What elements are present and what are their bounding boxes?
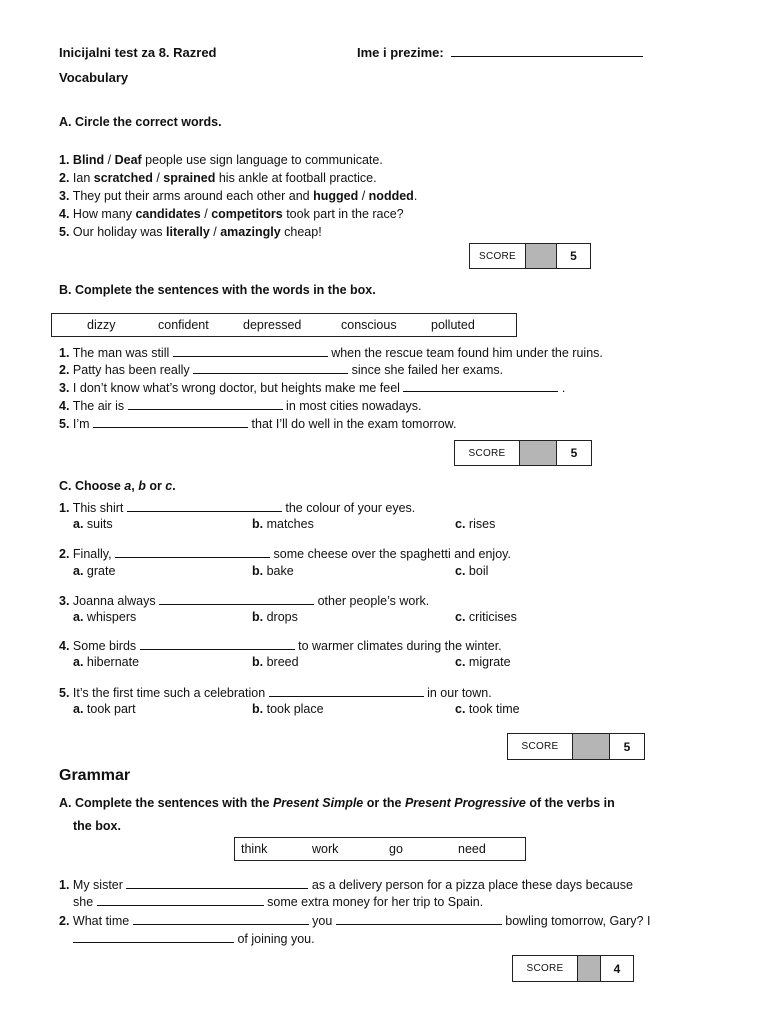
vocab-b-item-3: [59, 381, 565, 395]
option-a[interactable]: [73, 610, 136, 624]
answer-blank[interactable]: [193, 363, 348, 374]
option-a[interactable]: [73, 517, 113, 531]
option-text: suits: [86, 517, 113, 531]
score-entry[interactable]: [573, 734, 610, 759]
sentence-text: How many: [72, 207, 136, 221]
item-number: 2.: [59, 547, 70, 561]
option-text: took place: [266, 702, 324, 716]
sentence-text: I don’t know what’s wrong doctor, but heights make me feel: [72, 381, 404, 395]
score-points: 5: [570, 446, 578, 460]
word-box-item: confident: [158, 318, 209, 332]
item-number: 3.: [59, 381, 70, 395]
word-box-item: need: [458, 842, 486, 856]
sentence-text: in our town.: [423, 686, 492, 700]
answer-blank[interactable]: [403, 381, 558, 392]
heading-text: or: [145, 479, 166, 493]
heading-text: of the verbs in: [525, 796, 615, 810]
sentence-text: The air is: [72, 399, 128, 413]
vocab-b-item-2: [59, 363, 503, 377]
item-number: 5.: [59, 417, 70, 431]
choice-word: competitors: [211, 207, 283, 221]
answer-blank[interactable]: [336, 914, 502, 925]
option-text: boil: [468, 564, 489, 578]
vocab-b-heading: B. Complete the sentences with the words in the box.: [59, 283, 376, 297]
choice-word: sprained: [163, 171, 216, 185]
option-letter: b.: [252, 655, 264, 669]
name-label: [357, 45, 643, 60]
sentence-text: Ian: [72, 171, 94, 185]
heading-text: or the: [363, 796, 405, 810]
section-vocabulary: Vocabulary: [59, 70, 129, 85]
answer-blank[interactable]: [159, 594, 314, 605]
score-box-vocab-a: [469, 243, 591, 269]
item-number: 5.: [59, 225, 70, 239]
vocab-c-item-4: [59, 639, 502, 653]
item-number: 4.: [59, 639, 70, 653]
option-letter: b.: [252, 610, 264, 624]
sentence-text: Patty has been really: [72, 363, 194, 377]
word-box-item: dizzy: [87, 318, 116, 332]
option-letter: a.: [73, 655, 84, 669]
option-b[interactable]: [252, 517, 314, 531]
option-c[interactable]: [455, 564, 488, 578]
heading-option: c: [165, 479, 173, 493]
option-text: migrate: [468, 655, 511, 669]
vocab-a-heading: A. Circle the correct words.: [59, 115, 222, 129]
sentence-text: took part in the race?: [282, 207, 404, 221]
sentence-text: Our holiday was: [72, 225, 167, 239]
name-line: [451, 46, 643, 57]
sentence-text: since she failed her exams.: [348, 363, 504, 377]
answer-blank[interactable]: [115, 547, 270, 558]
option-text: drops: [266, 610, 298, 624]
sentence-text: .: [558, 381, 566, 395]
grammar-item-1-line2: [73, 895, 483, 909]
separator: /: [358, 189, 369, 203]
vocab-b-item-5: [59, 417, 457, 431]
grammar-item-1: [59, 878, 633, 892]
vocab-c-item-2: [59, 547, 511, 561]
answer-blank[interactable]: [127, 501, 282, 512]
sentence-text: .: [413, 189, 418, 203]
separator: /: [209, 225, 221, 239]
grammar-a-heading-line2: the box.: [73, 819, 121, 833]
heading-text: ,: [131, 479, 139, 493]
heading-tense: Present Progressive: [404, 796, 526, 810]
option-text: took part: [86, 702, 136, 716]
sentence-text: I’m: [72, 417, 94, 431]
option-letter: c.: [455, 655, 466, 669]
item-number: 3.: [59, 594, 70, 608]
heading-option: a: [124, 479, 132, 493]
choice-word: candidates: [135, 207, 201, 221]
choice-word: scratched: [93, 171, 153, 185]
grammar-item-2-line2: [73, 932, 315, 946]
option-letter: a.: [73, 702, 84, 716]
word-box-item: go: [389, 842, 403, 856]
sentence-text: in most cities nowadays.: [282, 399, 422, 413]
sentence-text: she: [73, 895, 97, 909]
score-box-vocab-c: [507, 733, 645, 760]
sentence-text: as a delivery person for a pizza place these days because: [308, 878, 633, 892]
option-a[interactable]: [73, 564, 115, 578]
option-a[interactable]: [73, 655, 139, 669]
sentence-text: Some birds: [72, 639, 140, 653]
answer-blank[interactable]: [73, 932, 234, 943]
vocab-c-heading: [59, 479, 176, 493]
option-text: criticises: [468, 610, 517, 624]
name-label-text: Ime i prezime:: [357, 45, 444, 60]
option-c[interactable]: [455, 517, 495, 531]
choice-word: hugged: [313, 189, 359, 203]
option-text: grate: [86, 564, 116, 578]
option-text: matches: [266, 517, 314, 531]
vocab-b-item-4: [59, 399, 422, 413]
vocab-c-item-5: [59, 686, 492, 700]
vocab-a-item-4: [59, 207, 404, 221]
score-entry[interactable]: [578, 956, 601, 981]
word-box-item: conscious: [341, 318, 397, 332]
heading-option: b: [138, 479, 146, 493]
vocab-a-item-2: [59, 171, 377, 185]
score-entry[interactable]: [520, 441, 557, 465]
sentence-text: some cheese over the spaghetti and enjoy.: [270, 547, 511, 561]
item-number: 1.: [59, 346, 70, 360]
item-number: 2.: [59, 363, 70, 377]
item-number: 1.: [59, 153, 70, 167]
option-text: bake: [266, 564, 294, 578]
item-number: 1.: [59, 878, 70, 892]
item-number: 2.: [59, 914, 70, 928]
item-number: 4.: [59, 399, 70, 413]
vocab-c-item-1: [59, 501, 415, 515]
answer-blank[interactable]: [173, 346, 328, 357]
option-letter: c.: [455, 564, 466, 578]
score-label: SCORE: [455, 441, 520, 465]
heading-text: A. Complete the sentences with the: [59, 796, 273, 810]
word-box-item: work: [312, 842, 339, 856]
vocab-b-item-1: [59, 346, 603, 360]
sentence-text: that I’ll do well in the exam tomorrow.: [248, 417, 457, 431]
option-c[interactable]: [455, 702, 520, 716]
item-number: 3.: [59, 189, 70, 203]
option-text: rises: [468, 517, 496, 531]
option-a[interactable]: [73, 702, 136, 716]
score-points: 5: [570, 249, 577, 263]
option-letter: a.: [73, 564, 84, 578]
option-letter: b.: [252, 564, 264, 578]
vocab-c-item-3: [59, 594, 429, 608]
answer-blank[interactable]: [128, 399, 283, 410]
sentence-text: some extra money for her trip to Spain.: [263, 895, 484, 909]
sentence-text: when the rescue team found him under the ruins.: [327, 346, 603, 360]
answer-blank[interactable]: [140, 639, 295, 650]
choice-word: nodded: [368, 189, 414, 203]
vocab-a-item-3: [59, 189, 417, 203]
answer-blank[interactable]: [97, 895, 264, 906]
option-text: hibernate: [86, 655, 140, 669]
option-letter: c.: [455, 610, 466, 624]
item-number: 4.: [59, 207, 70, 221]
choice-word: literally: [166, 225, 210, 239]
sentence-text: bowling tomorrow, Gary? I: [501, 914, 651, 928]
option-text: took time: [468, 702, 520, 716]
option-letter: a.: [73, 610, 84, 624]
score-points: 4: [613, 961, 621, 976]
answer-blank[interactable]: [133, 914, 309, 925]
grammar-item-2: [59, 914, 650, 928]
item-number: 1.: [59, 501, 70, 515]
option-text: breed: [266, 655, 299, 669]
score-box-vocab-b: [454, 440, 592, 466]
heading-text: C. Choose: [59, 479, 125, 493]
sentence-text: They put their arms around each other and: [72, 189, 314, 203]
choice-word: Blind: [72, 153, 105, 167]
vocab-a-item-5: [59, 225, 322, 239]
sentence-text: of joining you.: [234, 932, 315, 946]
word-box-item: polluted: [431, 318, 475, 332]
score-entry[interactable]: [526, 244, 557, 268]
option-b[interactable]: [252, 655, 299, 669]
score-box-grammar: [512, 955, 634, 982]
option-text: whispers: [86, 610, 137, 624]
option-b[interactable]: [252, 564, 294, 578]
vocab-a-item-1: [59, 153, 383, 167]
option-letter: b.: [252, 702, 264, 716]
score-points: 5: [623, 739, 631, 754]
sentence-text: The man was still: [72, 346, 173, 360]
answer-blank[interactable]: [126, 878, 308, 889]
sentence-text: the colour of your eyes.: [281, 501, 416, 515]
separator: /: [200, 207, 212, 221]
answer-blank[interactable]: [269, 686, 424, 697]
heading-text: .: [172, 479, 176, 493]
option-letter: a.: [73, 517, 84, 531]
sentence-text: What time: [72, 914, 133, 928]
item-number: 5.: [59, 686, 70, 700]
option-c[interactable]: [455, 655, 511, 669]
answer-blank[interactable]: [93, 417, 248, 428]
option-letter: c.: [455, 517, 466, 531]
heading-tense: Present Simple: [272, 796, 364, 810]
choice-word: Deaf: [114, 153, 142, 167]
sentence-text: My sister: [72, 878, 127, 892]
separator: /: [152, 171, 164, 185]
grammar-a-heading: [59, 796, 615, 810]
test-title: Inicijalni test za 8. Razred: [59, 45, 217, 60]
score-label: SCORE: [470, 244, 526, 268]
sentence-text: Finally,: [72, 547, 116, 561]
score-label: SCORE: [508, 734, 573, 759]
option-b[interactable]: [252, 610, 298, 624]
option-letter: c.: [455, 702, 466, 716]
option-c[interactable]: [455, 610, 517, 624]
sentence-text: his ankle at football practice.: [215, 171, 377, 185]
option-letter: b.: [252, 517, 264, 531]
option-b[interactable]: [252, 702, 324, 716]
item-number: 2.: [59, 171, 70, 185]
sentence-text: you: [308, 914, 336, 928]
sentence-text: cheap!: [280, 225, 322, 239]
separator: /: [104, 153, 115, 167]
sentence-text: It’s the first time such a celebration: [72, 686, 269, 700]
word-box-vocab-b: [51, 313, 517, 337]
sentence-text: people use sign language to communicate.: [141, 153, 383, 167]
sentence-text: This shirt: [72, 501, 127, 515]
sentence-text: Joanna always: [72, 594, 160, 608]
sentence-text: to warmer climates during the winter.: [294, 639, 502, 653]
word-box-item: depressed: [243, 318, 302, 332]
score-label: SCORE: [513, 956, 578, 981]
word-box-grammar: [234, 837, 526, 861]
sentence-text: other people’s work.: [314, 594, 430, 608]
section-grammar: Grammar: [59, 767, 131, 784]
choice-word: amazingly: [220, 225, 281, 239]
word-box-item: think: [241, 842, 268, 856]
